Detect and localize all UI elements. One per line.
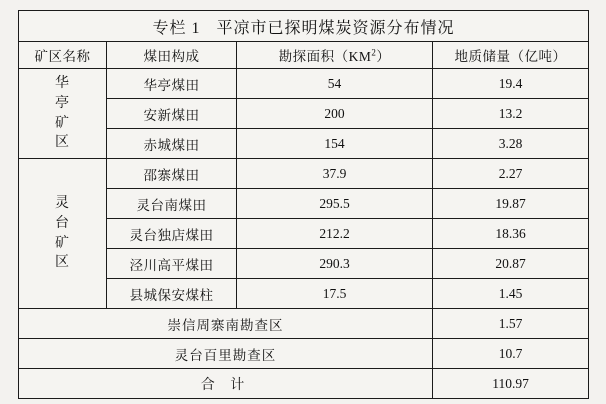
table-row	[19, 309, 589, 339]
table-title-label: 专栏 1	[152, 19, 201, 37]
cell-exploration-area: 154	[237, 129, 433, 159]
cell-geological-reserve: 20.87	[433, 249, 589, 279]
table-total-row	[19, 369, 589, 399]
cell-geological-reserve: 19.4	[433, 69, 589, 99]
group-char: 台	[55, 215, 70, 231]
cell-coal-field: 灵台南煤田	[107, 189, 237, 219]
cell-geological-reserve: 3.28	[433, 129, 589, 159]
table-row	[19, 339, 589, 369]
table-container	[18, 10, 588, 399]
group-char: 矿	[55, 235, 70, 251]
group-name-lingtai	[19, 159, 107, 309]
total-label: 合 计	[19, 369, 433, 399]
cell-geological-reserve: 10.7	[433, 339, 589, 369]
cell-coal-field: 华亭煤田	[107, 69, 237, 99]
group-char: 华	[55, 75, 70, 91]
cell-survey-area-name: 灵台百里勘查区	[19, 339, 433, 369]
header-exploration-area-main: 勘探面积（KM	[278, 49, 372, 64]
cell-coal-field: 县城保安煤柱	[107, 279, 237, 309]
cell-exploration-area: 200	[237, 99, 433, 129]
table-row	[19, 69, 589, 99]
cell-exploration-area: 54	[237, 69, 433, 99]
coal-resource-table	[18, 10, 589, 399]
cell-geological-reserve: 13.2	[433, 99, 589, 129]
cell-survey-area-name: 崇信周寨南勘查区	[19, 309, 433, 339]
header-coal-field: 煤田构成	[107, 42, 237, 69]
cell-geological-reserve: 1.57	[433, 309, 589, 339]
cell-exploration-area: 212.2	[237, 219, 433, 249]
table-header-row	[19, 42, 589, 69]
cell-geological-reserve: 1.45	[433, 279, 589, 309]
group-char: 亭	[55, 95, 70, 111]
table-title-row	[19, 11, 589, 42]
cell-coal-field: 泾川高平煤田	[107, 249, 237, 279]
group-char: 矿	[55, 115, 70, 131]
header-exploration-area-sup: 2	[371, 47, 377, 58]
cell-exploration-area: 37.9	[237, 159, 433, 189]
cell-geological-reserve: 18.36	[433, 219, 589, 249]
cell-coal-field: 赤城煤田	[107, 129, 237, 159]
group-char: 区	[55, 255, 70, 271]
cell-geological-reserve: 2.27	[433, 159, 589, 189]
table-title	[19, 11, 589, 42]
header-geological-reserve: 地质储量（亿吨）	[433, 42, 589, 69]
table-row	[19, 159, 589, 189]
header-mine-area: 矿区名称	[19, 42, 107, 69]
cell-exploration-area: 290.3	[237, 249, 433, 279]
cell-geological-reserve: 19.87	[433, 189, 589, 219]
cell-exploration-area: 295.5	[237, 189, 433, 219]
cell-coal-field: 安新煤田	[107, 99, 237, 129]
group-name-huating	[19, 69, 107, 159]
cell-exploration-area: 17.5	[237, 279, 433, 309]
group-name-huating-chars	[19, 74, 106, 154]
cell-coal-field: 灵台独店煤田	[107, 219, 237, 249]
header-exploration-area-tail: ）	[376, 49, 391, 64]
header-exploration-area	[237, 42, 433, 69]
table-title-text: 平凉市已探明煤炭资源分布情况	[216, 19, 455, 37]
group-char: 区	[55, 135, 70, 151]
group-name-lingtai-chars	[19, 194, 106, 274]
total-geological-reserve: 110.97	[433, 369, 589, 399]
group-char: 灵	[55, 195, 70, 211]
cell-coal-field: 邵寨煤田	[107, 159, 237, 189]
